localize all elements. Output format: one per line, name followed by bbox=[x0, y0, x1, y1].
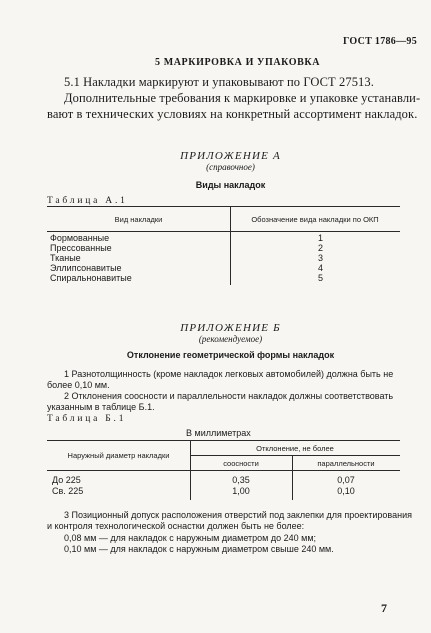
table-label: Таблица Б.1 bbox=[47, 414, 127, 424]
table-cell: Прессованные bbox=[50, 243, 112, 253]
table-cell: Эллипсонавитые bbox=[50, 263, 122, 273]
table-cell: 0,10 bbox=[337, 486, 355, 496]
paragraph-line: 2 Отклонения соосности и параллельности накладок должны соответствовать bbox=[64, 391, 394, 401]
page-number: 7 bbox=[381, 601, 387, 615]
table-cell: 1 bbox=[318, 233, 324, 243]
paragraph-line: вают в технических условиях на конкретный ассортимент накладок. bbox=[47, 107, 418, 121]
appendix-heading: Отклонение геометрической формы накладок bbox=[126, 350, 335, 360]
table-cell: Тканые bbox=[50, 253, 81, 263]
table-cell: Св. 225 bbox=[52, 486, 84, 496]
paragraph-line: указанным в таблице Б.1. bbox=[47, 402, 155, 412]
table-cell: 0,35 bbox=[232, 475, 250, 485]
table-label: Таблица А.1 bbox=[47, 196, 128, 206]
appendix-heading: Виды накладок bbox=[195, 180, 266, 190]
table-cell: 1,00 bbox=[232, 486, 250, 496]
appendix-subtitle: (рекомендуемое) bbox=[198, 334, 263, 344]
table-cell: Формованные bbox=[50, 233, 110, 243]
table-cell: До 225 bbox=[52, 475, 81, 485]
table-cell: 4 bbox=[318, 263, 324, 273]
paragraph-line: 3 Позиционный допуск расположения отверстий под заклепки для проектирования bbox=[64, 510, 412, 520]
table-subheader: соосности bbox=[223, 459, 259, 468]
table-header: Наружный диаметр накладки bbox=[67, 451, 170, 460]
table-header: Обозначение вида накладки по ОКП bbox=[251, 215, 379, 224]
appendix-title: ПРИЛОЖЕНИЕ Б bbox=[180, 322, 281, 334]
table-cell: 5 bbox=[318, 273, 324, 283]
appendix-title: ПРИЛОЖЕНИЕ А bbox=[180, 150, 281, 162]
appendix-subtitle: (справочное) bbox=[206, 162, 255, 172]
document-code: ГОСТ 1786—95 bbox=[343, 36, 418, 47]
table-cell: Спиральнонавитые bbox=[50, 273, 132, 283]
paragraph-line: Дополнительные требования к маркировке и упаковке устанавли- bbox=[64, 91, 421, 105]
table-subheader: параллельности bbox=[317, 459, 375, 468]
table-cell: 0,07 bbox=[337, 475, 355, 485]
section-title: 5 МАРКИРОВКА И УПАКОВКА bbox=[155, 57, 321, 68]
table-header: Вид накладки bbox=[114, 215, 163, 224]
table-cell: 3 bbox=[318, 253, 324, 263]
paragraph-line: 0,10 мм — для накладок с наружным диаметром свыше 240 мм. bbox=[64, 544, 334, 554]
paragraph-line: 5.1 Накладки маркируют и упаковывают по ГОСТ 27513. bbox=[64, 75, 374, 89]
paragraph-line: 1 Разнотолщинность (кроме накладок легковых автомобилей) должна быть не bbox=[64, 369, 394, 379]
units-note: В миллиметрах bbox=[186, 428, 251, 438]
paragraph-line: 0,08 мм — для накладок с наружным диаметром до 240 мм; bbox=[64, 533, 317, 543]
table-cell: 2 bbox=[318, 243, 324, 253]
paragraph-line: более 0,10 мм. bbox=[47, 380, 110, 390]
paragraph-line: и контроля технологической оснастки должен быть не более: bbox=[47, 521, 305, 531]
table-header: Отклонение, не более bbox=[256, 444, 334, 453]
